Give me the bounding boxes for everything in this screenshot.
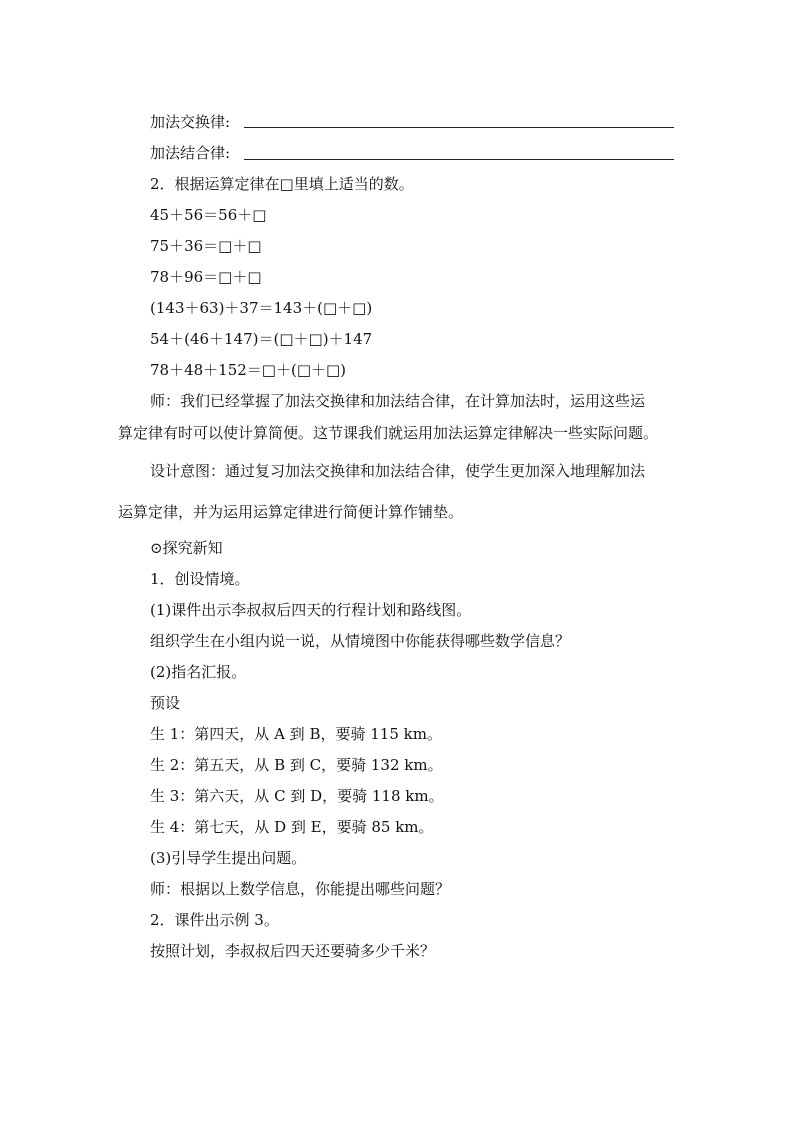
- exercise-4: (143＋63)＋37＝143＋(□＋□): [150, 299, 373, 317]
- step-1-3: (3)引导学生提出问题。: [150, 849, 307, 867]
- step-1-2: (2)指名汇报。: [150, 663, 247, 681]
- student-answer-3: 生 3：第六天，从 C 到 D，要骑 118 km。: [150, 787, 444, 805]
- question-2-title: 2．根据运算定律在□里填上适当的数。: [150, 175, 414, 193]
- exercise-6: 78＋48＋152＝□＋(□＋□): [150, 361, 347, 379]
- step-1-1: (1)课件出示李叔叔后四天的行程计划和路线图。: [150, 601, 472, 619]
- commutative-law-label: 加法交换律:: [150, 113, 231, 131]
- step-1-1-task: 组织学生在小组内说一说，从情境图中你能获得哪些数学信息？: [150, 632, 571, 650]
- design-intent-line-1: 设计意图：通过复习加法交换律和加法结合律，使学生更加深入地理解加法: [150, 462, 646, 480]
- teacher-question: 师：根据以上数学信息，你能提出哪些问题？: [150, 880, 451, 898]
- student-answer-4: 生 4：第七天，从 D 到 E，要骑 85 km。: [150, 818, 434, 836]
- teacher-intro-line-2: 算定律有时可以使计算简便。这节课我们就运用加法运算定律解决一些实际问题。: [118, 424, 659, 442]
- student-answer-2: 生 2：第五天，从 B 到 C，要骑 132 km。: [150, 756, 443, 774]
- exercise-2: 75＋36＝□＋□: [150, 237, 262, 255]
- exercise-1: 45＋56＝56＋□: [150, 206, 267, 224]
- associative-law-blank: [244, 159, 674, 160]
- commutative-law-blank: [244, 127, 674, 128]
- step-2-question: 按照计划，李叔叔后四天还要骑多少千米？: [150, 942, 436, 960]
- design-intent-line-2: 运算定律，并为运用运算定律进行简便计算作铺垫。: [118, 503, 464, 521]
- step-1-title: 1．创设情境。: [150, 570, 250, 588]
- exercise-5: 54＋(46＋147)＝(□＋□)＋147: [150, 330, 373, 348]
- exercise-3: 78＋96＝□＋□: [150, 268, 262, 286]
- explore-heading: ⊙探究新知: [150, 539, 223, 557]
- associative-law-label: 加法结合律:: [150, 144, 231, 162]
- step-2-title: 2．课件出示例 3。: [150, 911, 279, 929]
- student-answer-1: 生 1：第四天，从 A 到 B，要骑 115 km。: [150, 725, 442, 743]
- teacher-intro-line-1: 师：我们已经掌握了加法交换律和加法结合律，在计算加法时，运用这些运: [150, 392, 646, 410]
- preset-label: 预设: [150, 694, 181, 712]
